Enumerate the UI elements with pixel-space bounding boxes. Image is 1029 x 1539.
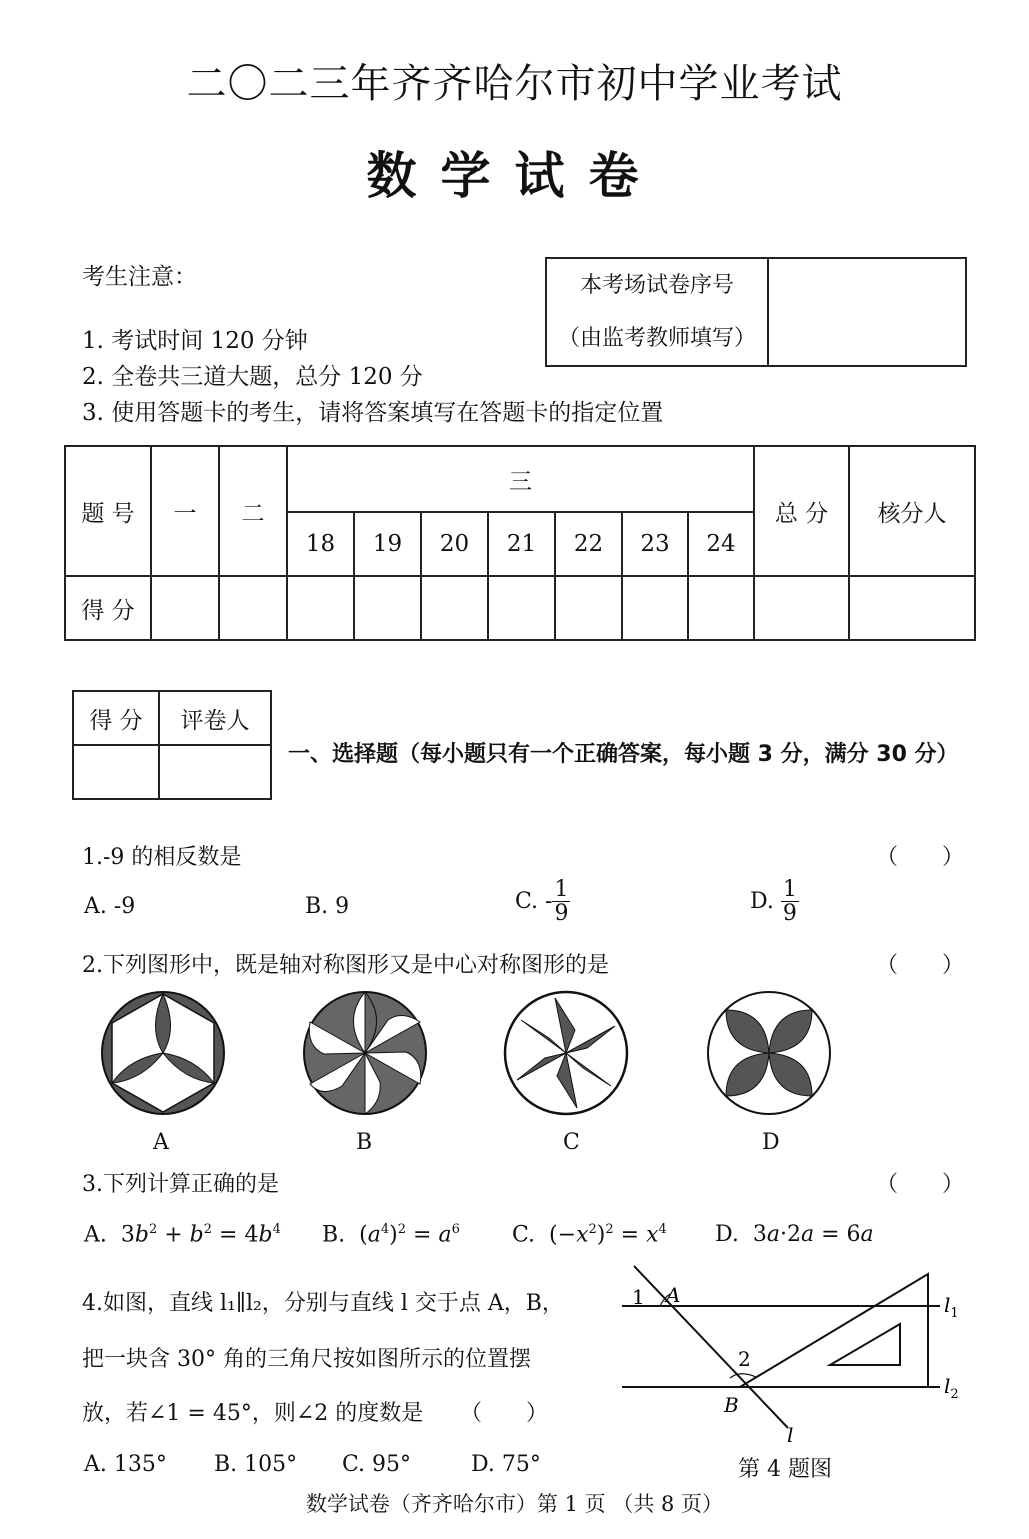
question-number-label: 题 号 (65, 446, 151, 576)
section-one-heading: 一、选择题（每小题只有一个正确答案，每小题 3 分，满分 30 分） (288, 742, 959, 767)
fig-label-l1-main: l (944, 1293, 951, 1317)
serial-label: 本考场试卷序号 (579, 273, 734, 298)
score-cell[interactable] (849, 576, 975, 640)
notice-item-1: 1. 考试时间 120 分钟 (82, 328, 308, 354)
angle-2-arc (730, 1374, 756, 1378)
q4-stem-line2: 把一块含 30° 角的三角尺按如图所示的位置摆 (82, 1347, 531, 1372)
q3-option-c-letter: C. (512, 1222, 536, 1248)
q3-option-d: D. 3a·2a = 6a (715, 1222, 874, 1247)
exam-title: 二〇二三年齐齐哈尔市初中学业考试 (186, 61, 843, 107)
checker-header: 核分人 (849, 446, 975, 576)
question-22-header: 22 (555, 512, 622, 576)
question-21-header: 21 (488, 512, 555, 576)
score-row-label: 得 分 (65, 576, 151, 640)
score-cell[interactable] (555, 576, 622, 640)
fig-label-l2 (944, 1374, 959, 1402)
fig-label-l1-sub: 1 (950, 1306, 959, 1321)
notice-item-3: 3. 使用答题卡的考生，请将答案填写在答题卡的指定位置 (82, 400, 664, 426)
q3-option-c: C. $(-x^2)^2 = x^4$ (512, 1222, 667, 1248)
grader-score-label: 得 分 (73, 691, 159, 745)
grader-name-label: 评卷人 (159, 691, 271, 745)
q4-figure-caption: 第 4 题图 (738, 1457, 832, 1482)
question-20-header: 20 (421, 512, 488, 576)
question-24-header: 24 (688, 512, 754, 576)
q1-option-b: B. 9 (305, 894, 350, 919)
q4-option-a: A. 135° (84, 1452, 167, 1477)
q2-figure-d (706, 990, 832, 1116)
q2-label-a: A (153, 1130, 169, 1155)
q3-stem: 3.下列计算正确的是 (82, 1172, 279, 1197)
q3-option-d-letter: D. (715, 1222, 739, 1247)
q3-option-a: A. $3b^2 + b^2 = 4b^4$ (84, 1222, 281, 1248)
q2-label-c: C (563, 1130, 580, 1155)
score-cell[interactable] (688, 576, 754, 640)
grader-score-cell[interactable] (73, 745, 159, 799)
fig-label-1: 1 (632, 1285, 645, 1309)
serial-note: （由监考教师填写） (557, 326, 756, 351)
q4-option-b: B. 105° (214, 1452, 298, 1477)
score-cell[interactable] (421, 576, 488, 640)
q1-answer-paren: （ ） (876, 845, 965, 870)
score-table (64, 445, 976, 641)
q3-answer-paren: （ ） (876, 1172, 965, 1197)
fig-label-l1 (944, 1293, 959, 1321)
q2-figure-b (302, 990, 428, 1116)
q4-figure (610, 1262, 980, 1452)
line-l (634, 1266, 788, 1428)
triangle-ruler-inner (830, 1324, 900, 1365)
q3-option-b-letter: B. (322, 1222, 346, 1248)
q2-answer-paren: （ ） (876, 953, 965, 978)
score-cell[interactable] (287, 576, 354, 640)
q4-option-c: C. 95° (342, 1452, 412, 1477)
total-score-header: 总 分 (754, 446, 849, 576)
grader-name-cell[interactable] (159, 745, 271, 799)
part-two-header: 二 (219, 446, 287, 576)
q4-stem-line1: 4.如图，直线 l₁∥l₂，分别与直线 l 交于点 A，B， (82, 1291, 564, 1316)
grader-table (72, 690, 272, 800)
question-19-header: 19 (354, 512, 421, 576)
score-cell[interactable] (354, 576, 421, 640)
score-cell[interactable] (754, 576, 849, 640)
page-footer: 数学试卷（齐齐哈尔市）第 1 页 （共 8 页） (305, 1492, 724, 1516)
q2-label-d: D (762, 1130, 780, 1155)
q2-figure-c (503, 990, 629, 1116)
score-cell[interactable] (151, 576, 219, 640)
q3-option-b: B. $(a^4)^2 = a^6$ (322, 1222, 460, 1248)
q1-option-c-prefix: C. - (515, 889, 553, 915)
q2-figure-a (100, 990, 226, 1116)
q1-stem: 1.-9 的相反数是 (82, 845, 242, 870)
fig-label-2: 2 (738, 1347, 751, 1371)
q3-option-a-letter: A. (84, 1222, 107, 1248)
q1-option-c (515, 878, 570, 925)
notice-heading: 考生注意： (82, 264, 197, 290)
score-cell[interactable] (488, 576, 555, 640)
q1-c-denominator: 9 (554, 901, 569, 927)
fig-label-l2-sub: 2 (950, 1387, 959, 1402)
fig-label-l2-main: l (944, 1374, 951, 1398)
q1-option-d-prefix: D. (750, 889, 774, 915)
score-cell[interactable] (622, 576, 688, 640)
score-cell[interactable] (219, 576, 287, 640)
notice-item-2: 2. 全卷共三道大题，总分 120 分 (82, 364, 423, 390)
fig-label-b: B (724, 1393, 739, 1417)
q1-d-denominator: 9 (782, 901, 797, 927)
serial-number-box (545, 257, 967, 367)
q1-option-a: A. -9 (84, 894, 136, 919)
part-one-header: 一 (151, 446, 219, 576)
paper-title: 数学试卷 (366, 146, 663, 205)
part-three-header: 三 (287, 446, 754, 512)
q4-option-d: D. 75° (471, 1452, 541, 1477)
q2-stem: 2.下列图形中，既是轴对称图形又是中心对称图形的是 (82, 953, 609, 978)
q1-d-numerator: 1 (782, 877, 797, 902)
q1-option-d (750, 878, 799, 925)
q4-answer-paren: （ ） (460, 1401, 549, 1426)
question-18-header: 18 (287, 512, 354, 576)
q1-c-numerator: 1 (554, 877, 569, 902)
fig-label-l: l (787, 1423, 794, 1447)
fig-label-a: A (666, 1283, 681, 1307)
q2-label-b: B (356, 1130, 373, 1155)
question-23-header: 23 (622, 512, 688, 576)
q4-stem-line3: 放，若∠1 = 45°，则∠2 的度数是 (82, 1401, 424, 1426)
